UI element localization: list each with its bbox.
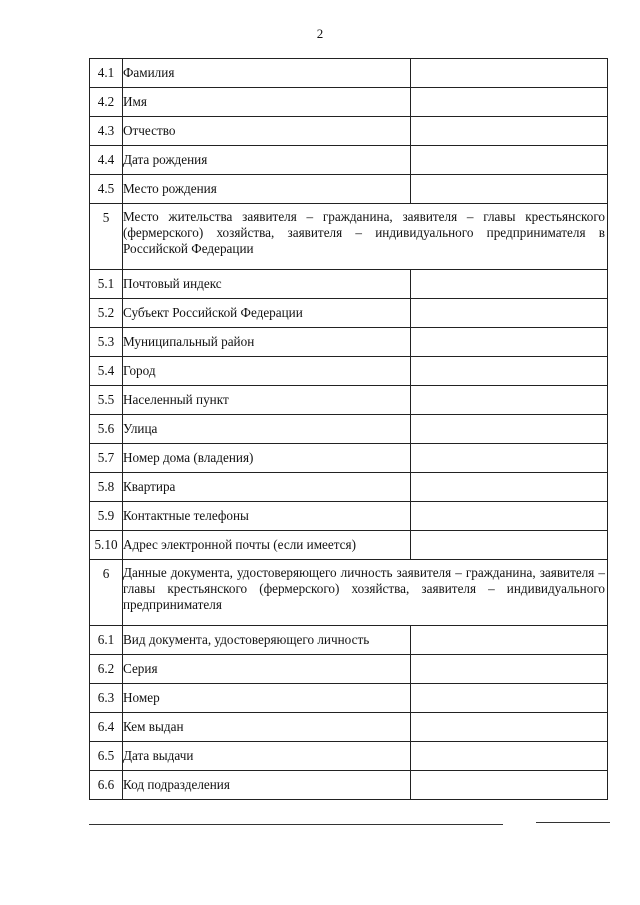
table-row [90, 713, 608, 742]
row-number: 6.3 [90, 684, 123, 713]
field-value-cell[interactable] [411, 771, 608, 800]
field-value-cell[interactable] [411, 502, 608, 531]
row-number: 5.6 [90, 415, 123, 444]
row-number: 5.5 [90, 386, 123, 415]
field-label: Дата рождения [123, 146, 411, 175]
field-label: Почтовый индекс [123, 270, 411, 299]
field-label: Населенный пункт [123, 386, 411, 415]
field-label: Город [123, 357, 411, 386]
section-number: 5 [90, 204, 123, 270]
row-number: 4.5 [90, 175, 123, 204]
row-number: 4.4 [90, 146, 123, 175]
row-number: 6.4 [90, 713, 123, 742]
row-number: 4.3 [90, 117, 123, 146]
row-number: 5.4 [90, 357, 123, 386]
table-row [90, 357, 608, 386]
field-label: Номер дома (владения) [123, 444, 411, 473]
table-row [90, 742, 608, 771]
field-label: Серия [123, 655, 411, 684]
field-label: Контактные телефоны [123, 502, 411, 531]
table-row [90, 771, 608, 800]
field-label: Кем выдан [123, 713, 411, 742]
row-number: 5.3 [90, 328, 123, 357]
field-label: Код подразделения [123, 771, 411, 800]
row-number: 5.7 [90, 444, 123, 473]
field-value-cell[interactable] [411, 655, 608, 684]
table-row [90, 386, 608, 415]
table-row [90, 117, 608, 146]
row-number: 4.1 [90, 59, 123, 88]
field-label: Адрес электронной почты (если имеется) [123, 531, 411, 560]
field-value-cell[interactable] [411, 473, 608, 502]
field-label: Субъект Российской Федерации [123, 299, 411, 328]
table-row [90, 444, 608, 473]
field-value-cell[interactable] [411, 444, 608, 473]
section-header-row [90, 560, 608, 626]
footer-divider [89, 824, 503, 825]
field-label: Фамилия [123, 59, 411, 88]
field-label: Муниципальный район [123, 328, 411, 357]
field-value-cell[interactable] [411, 357, 608, 386]
row-number: 6.5 [90, 742, 123, 771]
field-value-cell[interactable] [411, 626, 608, 655]
field-value-cell[interactable] [411, 531, 608, 560]
row-number: 5.1 [90, 270, 123, 299]
field-value-cell[interactable] [411, 175, 608, 204]
field-value-cell[interactable] [411, 146, 608, 175]
field-value-cell[interactable] [411, 328, 608, 357]
section-title: Данные документа, удостоверяющего личность заявителя – гражданина, заявителя – главы крестьянского (фермерского) хозяйства, заявителя – индивидуального предпринимателя [123, 560, 608, 626]
table-row [90, 270, 608, 299]
row-number: 4.2 [90, 88, 123, 117]
field-label: Место рождения [123, 175, 411, 204]
field-label: Дата выдачи [123, 742, 411, 771]
row-number: 6.6 [90, 771, 123, 800]
table-row [90, 502, 608, 531]
field-value-cell[interactable] [411, 117, 608, 146]
table-row [90, 175, 608, 204]
section-title: Место жительства заявителя – гражданина, заявителя – главы крестьянского (фермерского) хозяйства, заявителя – индивидуального предпринимателя в Российской Федерации [123, 204, 608, 270]
row-number: 5.2 [90, 299, 123, 328]
footer-divider-short [536, 822, 610, 823]
table-row [90, 415, 608, 444]
table-row [90, 146, 608, 175]
field-value-cell[interactable] [411, 386, 608, 415]
row-number: 5.8 [90, 473, 123, 502]
section-header-row [90, 204, 608, 270]
field-value-cell[interactable] [411, 88, 608, 117]
applicant-data-table [89, 58, 608, 800]
table-row [90, 59, 608, 88]
row-number: 6.1 [90, 626, 123, 655]
section-number: 6 [90, 560, 123, 626]
row-number: 5.9 [90, 502, 123, 531]
field-value-cell[interactable] [411, 299, 608, 328]
field-value-cell[interactable] [411, 684, 608, 713]
field-label: Номер [123, 684, 411, 713]
field-value-cell[interactable] [411, 270, 608, 299]
table-row [90, 626, 608, 655]
page-number: 2 [316, 26, 324, 41]
field-value-cell[interactable] [411, 415, 608, 444]
table-row [90, 473, 608, 502]
field-label: Улица [123, 415, 411, 444]
table-row [90, 88, 608, 117]
field-label: Вид документа, удостоверяющего личность [123, 626, 411, 655]
field-label: Имя [123, 88, 411, 117]
field-value-cell[interactable] [411, 742, 608, 771]
table-row [90, 328, 608, 357]
field-label: Отчество [123, 117, 411, 146]
row-number: 5.10 [90, 531, 123, 560]
table-row [90, 299, 608, 328]
table-row [90, 531, 608, 560]
table-row [90, 655, 608, 684]
field-value-cell[interactable] [411, 713, 608, 742]
row-number: 6.2 [90, 655, 123, 684]
field-value-cell[interactable] [411, 59, 608, 88]
table-row [90, 684, 608, 713]
field-label: Квартира [123, 473, 411, 502]
